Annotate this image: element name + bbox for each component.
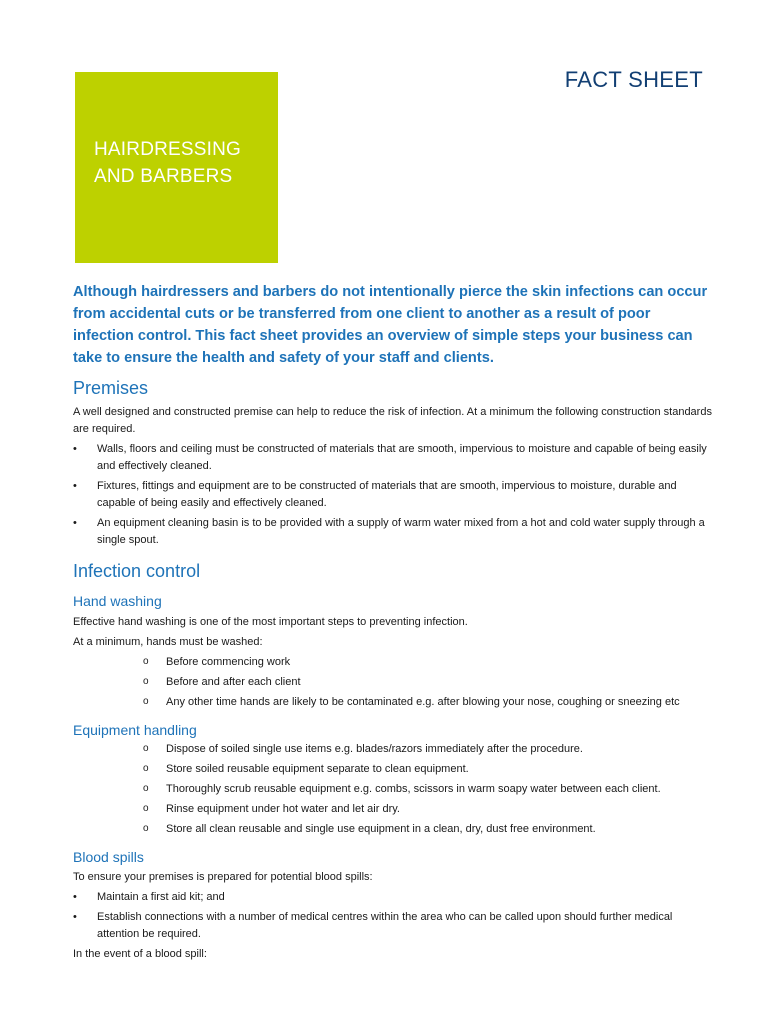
infection-control-heading: Infection control — [73, 561, 201, 581]
list-item: • Fixtures, fittings and equipment are to be constructed of materials that are smooth, impervious to moisture, durable and capable of being easily and effectively cleaned. — [73, 478, 713, 512]
hand-washing-text: Effective hand washing is one of the most important steps to preventing infection. — [73, 616, 468, 628]
intro-paragraph: Although hairdressers and barbers do not intentionally pierce the skin infections can occur from accidental cuts or be transferred from one client to another as a result of poor infection control. This fact sheet provides an overview of simple steps your business can take to ensure the health and safety of your staff and clients. — [73, 284, 708, 366]
list-item: • An equipment cleaning basin is to be provided with a supply of warm water mixed from a hot and cold water supply through a single spout. — [73, 515, 713, 549]
document-body — [73, 376, 713, 963]
list-item: o Before and after each client — [73, 674, 713, 691]
list-item: o Dispose of soiled single use items e.g. blades/razors immediately after the procedure. — [73, 741, 713, 758]
list-item: • Establish connections with a number of medical centres within the area who can be called upon should further medical attention be required. — [73, 909, 713, 943]
list-item: • Maintain a first aid kit; and — [73, 889, 713, 906]
document-type-label: FACT SHEET — [564, 67, 703, 92]
equipment-handling-heading: Equipment handling — [73, 722, 197, 738]
blood-spills-list — [73, 889, 713, 943]
premises-heading: Premises — [73, 378, 149, 398]
badge-title-line2: AND BARBERS — [94, 166, 233, 187]
title-badge — [75, 72, 278, 263]
hand-washing-heading: Hand washing — [73, 593, 162, 609]
blood-spills-text: To ensure your premises is prepared for potential blood spills: — [73, 871, 373, 883]
list-item: o Rinse equipment under hot water and let air dry. — [73, 801, 713, 818]
premises-text: A well designed and constructed premise can help to reduce the risk of infection. At a minimum the following construction standards are required. — [73, 406, 712, 435]
list-item: o Any other time hands are likely to be contaminated e.g. after blowing your nose, coughing or sneezing etc — [73, 694, 713, 711]
premises-list — [73, 441, 713, 549]
list-item: o Thoroughly scrub reusable equipment e.g. combs, scissors in warm soapy water between each client. — [73, 781, 713, 798]
blood-spills-heading: Blood spills — [73, 849, 144, 865]
badge-title-line1: HAIRDRESSING — [94, 139, 242, 160]
hand-washing-list — [73, 654, 713, 711]
blood-spills-text: In the event of a blood spill: — [73, 948, 207, 960]
list-item: o Store soiled reusable equipment separate to clean equipment. — [73, 761, 713, 778]
list-item: o Store all clean reusable and single use equipment in a clean, dry, dust free environment. — [73, 821, 713, 838]
list-item: • Walls, floors and ceiling must be constructed of materials that are smooth, impervious to moisture and capable of being easily and effectively cleaned. — [73, 441, 713, 475]
equipment-handling-list — [73, 741, 713, 838]
list-item: o Before commencing work — [73, 654, 713, 671]
badge-title — [94, 136, 241, 190]
hand-washing-text: At a minimum, hands must be washed: — [73, 636, 263, 648]
